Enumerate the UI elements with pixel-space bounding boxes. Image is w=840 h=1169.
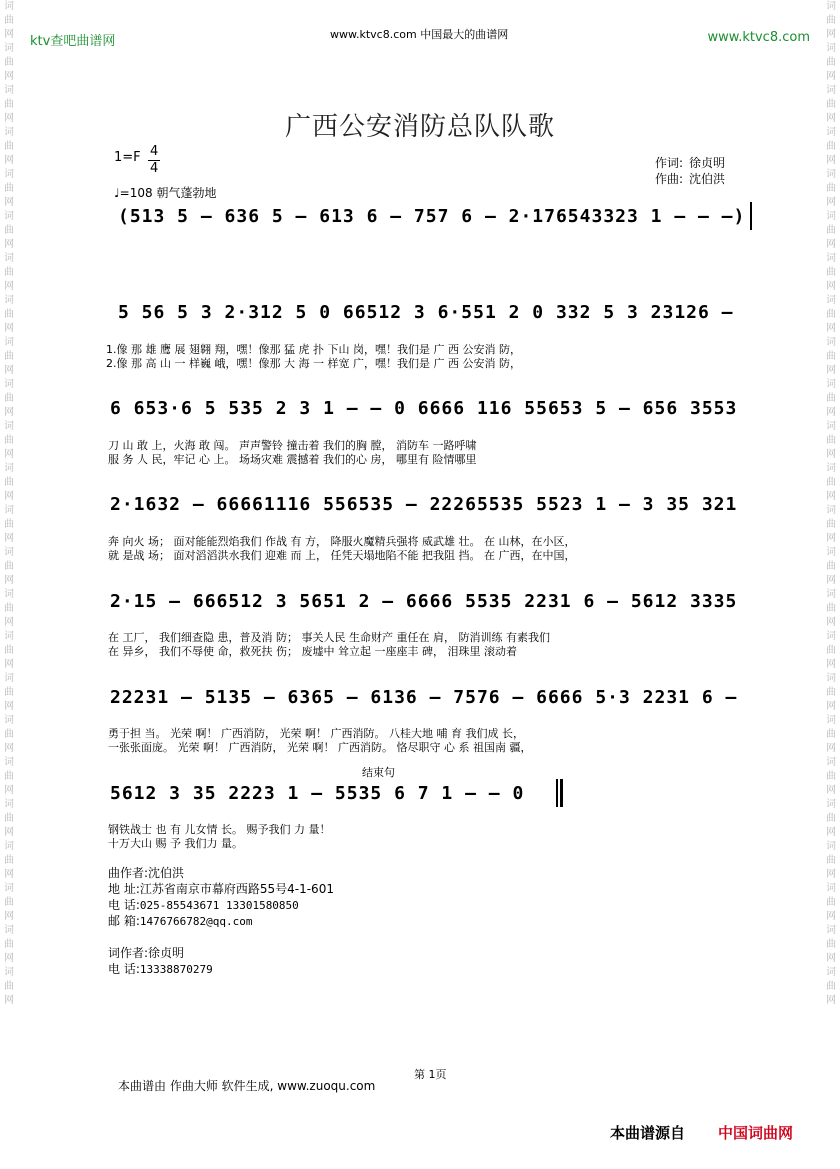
time-bottom: 4 <box>150 161 159 176</box>
barline <box>750 202 752 230</box>
time-top: 4 <box>150 144 159 159</box>
page-number: 第 1页 <box>414 1068 447 1081</box>
contact-phone: 电 话:025-85543671 13301580850 <box>108 898 299 912</box>
score-line-1-lyric-1: 1.像 那 雄 鹰 展 翅翱 翔，嘿！像那 猛 虎 扑 下山 岗，嘿！我们是 广 西 公安消 防， <box>106 343 521 356</box>
time-signature <box>148 144 160 177</box>
score-line-4-lyric-1: 在 工厂， 我们细查隐 患，普及消 防； 事关人民 生命财产 重任在 肩， 防消训练 有素我们 <box>108 631 550 644</box>
score-line-6-lyric-2: 十万大山 赐 予 我们力 量。 <box>108 837 243 850</box>
ending-label: 结束句 <box>362 766 395 779</box>
contact-lyricist: 词作者:徐贞明 <box>108 946 185 960</box>
tempo-marking <box>114 184 216 201</box>
composer-credit: 作曲: 沈伯洪 <box>655 172 726 186</box>
header-site-name[interactable]: ktv查吧曲谱网 <box>30 34 116 49</box>
side-watermark-right: 词曲网词曲网词曲网词曲网词曲网词曲网词曲网词曲网词曲网词曲网词曲网词曲网词曲网词曲网词曲网词曲网词曲网词曲网词曲网词曲网词曲网词曲网词曲网词曲网 <box>826 1 836 1006</box>
score-line-2-lyric-1: 刀 山 敢 上，火海 敢 闯。 声声警铃 撞击着 我们的胸 膛， 消防车 一路呼啸 <box>108 439 477 452</box>
contact-lyricist-phone: 电 话:13338870279 <box>108 962 213 976</box>
contact-email: 邮 箱:1476766782@qq.com <box>108 914 253 928</box>
score-line-6-notes: 5612 3 35 2223 1 — 5535 6 7 1 — — 0 <box>110 783 525 804</box>
tempo-value: ♩=108 <box>114 186 153 200</box>
contact-address: 地 址:江苏省南京市幕府西路55号4-1-601 <box>108 882 334 896</box>
score-line-1-notes: 5 56 5 3 2·312 5 0 66512 3 6·551 2 0 332 5 3 23126 — <box>118 302 734 323</box>
final-barline-thick <box>560 779 563 807</box>
score-line-4-notes: 2·15 — 666512 3 5651 2 — 6666 5535 2231 6 — 5612 3335 <box>110 591 738 612</box>
score-line-3-lyric-1: 奔 向火 场； 面对能能烈焰我们 作战 有 方， 降服火魔精兵强将 威武雄 壮。 在 山林，在小区， <box>108 535 576 548</box>
score-line-5-lyric-1: 勇于担 当。 光荣 啊！ 广西消防， 光荣 啊！ 广西消防。 八桂大地 哺 育 我们成 长， <box>108 727 524 740</box>
contact-composer: 曲作者:沈伯洪 <box>108 866 185 880</box>
source-prefix: 本曲谱源自 <box>610 1124 686 1142</box>
key-signature <box>114 150 141 165</box>
expression: 朝气蓬勃地 <box>156 186 217 200</box>
key-label: 1=F <box>114 150 141 165</box>
score-line-3-notes: 2·1632 — 66661116 556535 — 22265535 5523 1 — 3 35 321 <box>110 494 738 515</box>
side-watermark-left: 词曲网词曲网词曲网词曲网词曲网词曲网词曲网词曲网词曲网词曲网词曲网词曲网词曲网词曲网词曲网词曲网词曲网词曲网词曲网词曲网词曲网词曲网词曲网词曲网 <box>4 1 14 1006</box>
source-site-link[interactable]: 中国词曲网 <box>718 1124 794 1142</box>
score-line-3-lyric-2: 就 是战 场； 面对滔滔洪水我们 迎难 而 上， 任凭天塌地陷不能 把我阻 挡。 在 广西，在中国， <box>108 549 576 562</box>
final-barline <box>556 779 558 807</box>
score-line-4-lyric-2: 在 异乡， 我们不辱使 命，救死扶 伤； 废墟中 耸立起 一座座丰 碑， 泪珠里 滚动着 <box>108 645 517 658</box>
score-line-2-lyric-2: 服 务 人 民，牢记 心 上。 场场灾难 震撼着 我们的心 房， 哪里有 险情哪里 <box>108 453 477 466</box>
song-title: 广西公安消防总队队歌 <box>284 112 555 142</box>
score-line-5-notes: 22231 — 5135 — 6365 — 6136 — 7576 — 6666 5·3 2231 6 — <box>110 687 738 708</box>
score-line-5-lyric-2: 一张张面庞。 光荣 啊！ 广西消防， 光荣 啊！ 广西消防。 恪尽职守 心 系 祖国南 疆， <box>108 741 532 754</box>
generator-note: 本曲谱由 作曲大师 软件生成, www.zuoqu.com <box>118 1079 376 1093</box>
lyricist-credit: 作词: 徐贞明 <box>655 156 726 170</box>
score-line-2-notes: 6 653·6 5 535 2 3 1 — — 0 6666 116 55653 5 — 656 3553 <box>110 398 738 419</box>
score-line-1-lyric-2: 2.像 那 高 山 一 样巍 峨，嘿！像那 大 海 一 样宽 广，嘿！我们是 广 西 公安消 防， <box>106 357 521 370</box>
intro-line: (513 5 — 636 5 — 613 6 — 757 6 — 2·176543323 1 — — —) <box>118 206 746 227</box>
score-line-6-lyric-1: 钢铁战士 也 有 儿女情 长。 赐予我们 力 量！ <box>108 823 331 836</box>
header-center-text: www.ktvc8.com 中国最大的曲谱网 <box>330 28 509 41</box>
header-site-url[interactable]: www.ktvc8.com <box>707 30 810 45</box>
